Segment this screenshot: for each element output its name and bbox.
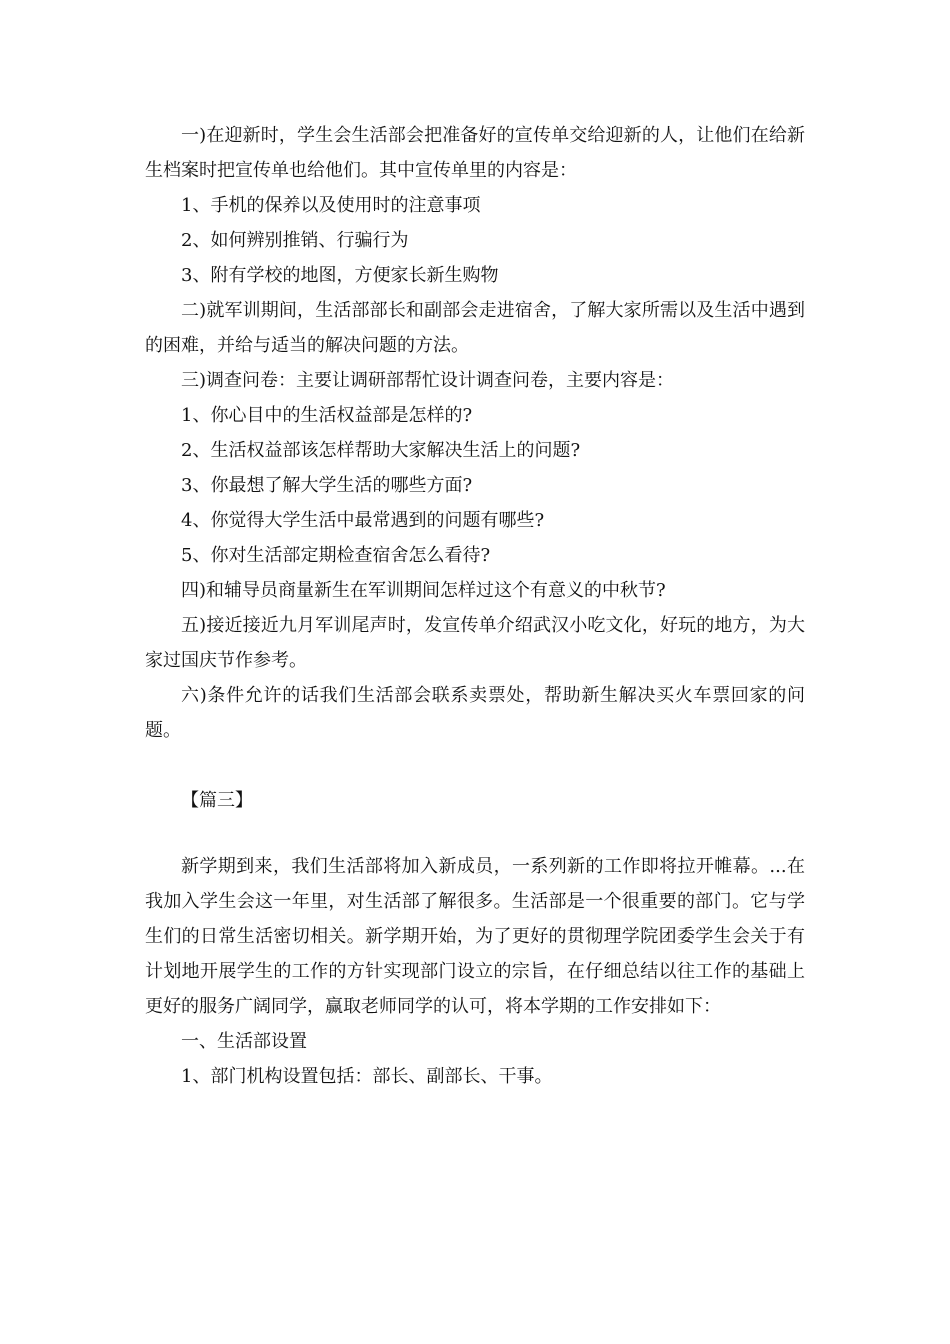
list-item-survey-q3: 3、你最想了解大学生活的哪些方面? (181, 475, 473, 496)
section-title: 【篇三】 (181, 790, 253, 811)
list-item-phone-care: 1、手机的保养以及使用时的注意事项 (181, 195, 481, 216)
paragraph-national-day-flyer: 五)接近接近九月军训尾声时，发宣传单介绍武汉小吃文化，好玩的地方，为大家过国庆节作参考。 (145, 615, 805, 671)
blank-line (145, 748, 805, 783)
paragraph-mid-autumn: 四)和辅导员商量新生在军训期间怎样过这个有意义的中秋节? (181, 580, 666, 601)
paragraph-train-tickets: 六)条件允许的话我们生活部会联系卖票处，帮助新生解决买火车票回家的问题。 (145, 685, 805, 741)
paragraph-new-semester: 新学期到来，我们生活部将加入新成员，一系列新的工作即将拉开帷幕。...在我加入学生会这一年里，对生活部了解很多。生活部是一个很重要的部门。它与学生们的日常生活密切相关。新学期开始，为了更好的贯彻理学院团委学生会关于有计划地开展学生的工作的方针实现部门设立的宗旨，在仔细总结以往工作的基础上更好的服务广阔同学，赢取老师同学的认可，将本学期的工作安排如下： (145, 856, 805, 1017)
paragraph-welcome-flyer: 一)在迎新时，学生会生活部会把准备好的宣传单交给迎新的人，让他们在给新生档案时把宣传单也给他们。其中宣传单里的内容是： (145, 125, 805, 181)
paragraph-military-training-visit: 二)就军训期间，生活部部长和副部会走进宿舍，了解大家所需以及生活中遇到的困难，并给与适当的解决问题的方法。 (145, 300, 805, 356)
paragraph-survey: 三)调查问卷：主要让调研部帮忙设计调查问卷，主要内容是： (181, 370, 675, 391)
list-item-survey-q1: 1、你心目中的生活权益部是怎样的? (181, 405, 473, 426)
heading-department-setup: 一、生活部设置 (181, 1031, 307, 1052)
blank-line (145, 818, 805, 849)
list-item-fraud-identification: 2、如何辨别推销、行骗行为 (181, 230, 409, 251)
list-item-survey-q5: 5、你对生活部定期检查宿舍怎么看待? (181, 545, 491, 566)
list-item-survey-q2: 2、生活权益部该怎样帮助大家解决生活上的问题? (181, 440, 581, 461)
list-item-survey-q4: 4、你觉得大学生活中最常遇到的问题有哪些? (181, 510, 545, 531)
list-item-department-structure: 1、部门机构设置包括：部长、副部长、干事。 (181, 1066, 553, 1087)
list-item-school-map: 3、附有学校的地图，方便家长新生购物 (181, 265, 499, 286)
document-body (145, 118, 805, 1094)
